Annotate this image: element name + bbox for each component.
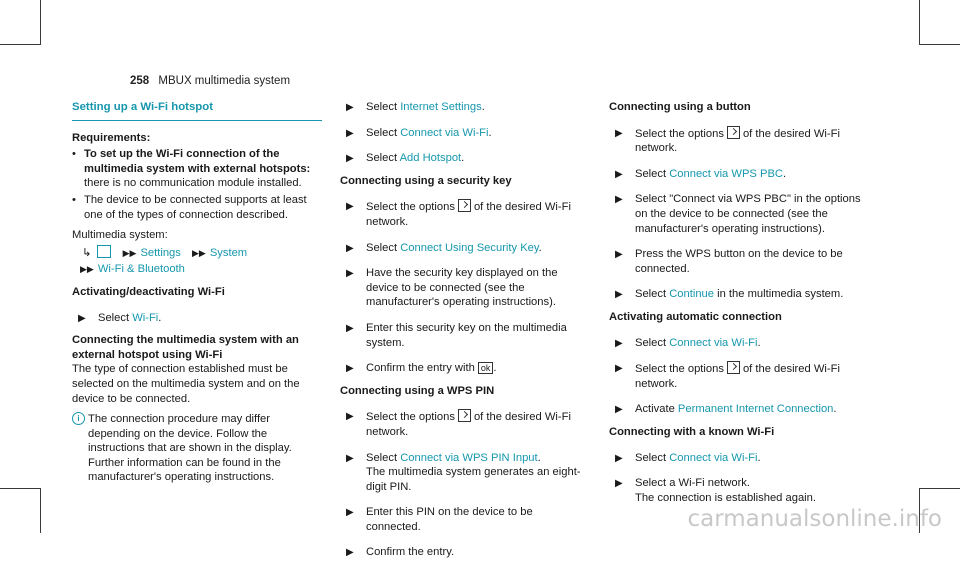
options-icon [727, 126, 740, 139]
step-arrow-icon: ▶ [615, 337, 623, 349]
step-arrow-icon: ▶ [346, 363, 354, 375]
info-icon: i [72, 412, 85, 425]
step-item [340, 266, 588, 310]
step-item [609, 287, 871, 302]
requirement-item: • To set up the Wi-Fi connection of the multimedia system with external hotspots: there is no communication module installed. [72, 148, 311, 190]
step-item [609, 361, 871, 391]
heading-connect-hotspot: Connecting the multimedia system with an external hotspot using Wi-Fi [72, 334, 299, 361]
heading-security-key: Connecting using a security key [340, 174, 512, 187]
step-text: Select the options [635, 127, 724, 140]
step-item [340, 451, 588, 495]
step-text: Confirm the entry. [366, 546, 455, 559]
step-text: . [757, 336, 761, 349]
step-text: Select [635, 451, 670, 464]
section-title: Setting up a Wi-Fi hotspot [72, 100, 322, 121]
step-item [72, 311, 322, 326]
step-item [609, 192, 871, 236]
path-settings: Settings [140, 246, 181, 259]
page-number: 258 [130, 75, 150, 87]
step-item [340, 545, 588, 560]
step-text: Enter this security key on the multimedia system. [366, 321, 567, 349]
step-text: . [461, 152, 465, 165]
step-text: . [493, 362, 497, 375]
step-arrow-icon: ▶ [346, 411, 354, 423]
step-arrow-icon: ▶ [346, 102, 354, 113]
requirement-item: • The device to be connected supports at least one of the types of connection described. [72, 193, 307, 221]
step-arrow-icon: ▶ [615, 478, 623, 490]
note-text: The connection procedure may differ depending on the device. Follow the instructions that are shown in the display. Further information can be found in the manufacturer's operating instructions. [88, 413, 292, 484]
requirement-text: there is no communication module installed. [84, 177, 302, 190]
step-text: Select [366, 101, 401, 113]
crop-mark [919, 44, 960, 45]
step-text: Press the WPS button on the device to be connected. [635, 248, 843, 275]
page-title: MBUX multimedia system [158, 75, 291, 87]
step-text: of the desired Wi-Fi network. [635, 363, 840, 390]
step-item [340, 505, 588, 534]
step-arrow-icon: ▶ [346, 242, 354, 254]
step-highlight: Connect via WPS PBC [669, 167, 783, 180]
crop-mark [919, 488, 960, 489]
step-item [340, 126, 588, 141]
menu-path [72, 245, 322, 261]
step-text: Activate [635, 403, 678, 416]
step-text: Select [98, 311, 133, 324]
step-item [609, 451, 871, 466]
chevron-icon: ▶▶ [80, 264, 94, 275]
step-highlight: Connect via Wi-Fi [400, 126, 489, 139]
step-text: . [757, 451, 761, 464]
step-highlight: Permanent Internet Connection [677, 403, 834, 416]
step-text: Select "Connect via WPS PBC" in the options on the device to be connected (see the manufacturer's operating instructions). [635, 193, 861, 235]
step-text: . [833, 403, 837, 416]
step-arrow-icon: ▶ [346, 452, 354, 464]
crop-mark [919, 0, 920, 45]
step-text: Select the options [366, 411, 455, 424]
connect-text: The type of connection established must be selected on the multimedia system and on the device to be connected. [72, 363, 300, 405]
crop-mark [40, 0, 41, 45]
step-text: . [538, 241, 542, 254]
arrow-icon: ↳ [82, 246, 92, 259]
step-item [609, 167, 871, 182]
column-2 [340, 92, 588, 560]
heading-known-wifi: Connecting with a known Wi-Fi [609, 425, 775, 438]
step-text: Select [635, 167, 670, 180]
step-text: Select [366, 152, 400, 165]
step-arrow-icon: ▶ [346, 507, 354, 519]
home-icon [97, 245, 111, 258]
step-highlight: Connect via Wi-Fi [669, 451, 758, 464]
heading-button: Connecting using a button [609, 101, 751, 113]
step-text: Select a Wi-Fi network. [635, 477, 751, 490]
column-1 [72, 100, 322, 485]
step-arrow-icon: ▶ [346, 153, 354, 165]
step-item [340, 199, 588, 229]
path-wifi: Wi-Fi & Bluetooth [97, 263, 185, 276]
step-text: Select [366, 241, 401, 254]
step-highlight: Add Hotspot [399, 152, 462, 165]
step-text: . [481, 101, 485, 113]
step-text: . [783, 167, 787, 180]
crop-mark [40, 488, 41, 533]
chevron-icon: ▶▶ [122, 247, 137, 258]
step-text: Select [366, 451, 401, 464]
step-text: Enter this PIN on the device to be connected. [366, 506, 533, 533]
requirement-bold: To set up the Wi-Fi connection of the multimedia system with external hotspots: [84, 148, 311, 175]
step-text: Select [635, 336, 670, 349]
step-text: of the desired Wi-Fi network. [635, 127, 840, 155]
path-system: System [209, 246, 248, 259]
step-text: . [158, 311, 162, 324]
step-text: Select [635, 288, 670, 301]
step-item [340, 321, 588, 350]
note [72, 412, 322, 485]
requirements-title: Requirements: [72, 131, 151, 144]
step-highlight: Wi-Fi [132, 311, 159, 324]
options-icon [458, 409, 471, 422]
step-item [340, 100, 588, 115]
step-arrow-icon: ▶ [615, 249, 623, 261]
step-arrow-icon: ▶ [615, 452, 623, 464]
heading-auto-connect: Activating automatic connection [609, 310, 782, 323]
step-arrow-icon: ▶ [78, 312, 86, 324]
step-arrow-icon: ▶ [346, 268, 354, 280]
step-arrow-icon: ▶ [346, 201, 354, 213]
step-highlight: Connect via WPS PIN Input [400, 451, 538, 464]
step-text: Confirm the entry with [366, 362, 475, 375]
step-highlight: Connect Using Security Key [400, 241, 539, 254]
step-item [340, 361, 588, 376]
step-arrow-icon: ▶ [615, 404, 623, 416]
ok-icon: ok [478, 362, 494, 374]
step-arrow-icon: ▶ [346, 547, 354, 559]
step-arrow-icon: ▶ [615, 363, 623, 375]
heading-activate-wifi: Activating/deactivating Wi-Fi [72, 285, 225, 298]
path-intro: Multimedia system: [72, 229, 168, 242]
step-item [609, 126, 871, 156]
page-header [130, 74, 290, 89]
column-3 [609, 92, 871, 505]
requirement-text: The device to be connected supports at least one of the types of connection described. [84, 193, 307, 221]
step-text: Select [366, 126, 401, 139]
step-result: The connection is established again. [635, 491, 816, 504]
step-item [340, 409, 588, 439]
heading-wps-pin: Connecting using a WPS PIN [340, 384, 495, 397]
options-icon [727, 361, 740, 374]
menu-path-2 [72, 262, 322, 277]
step-arrow-icon: ▶ [346, 127, 354, 139]
step-arrow-icon: ▶ [615, 168, 623, 180]
step-item [609, 476, 871, 505]
step-item [609, 402, 871, 417]
step-highlight: Connect via Wi-Fi [669, 336, 758, 349]
step-text: Select the options [366, 201, 455, 214]
step-text: . [488, 126, 492, 139]
crop-mark [0, 488, 40, 489]
step-arrow-icon: ▶ [615, 127, 623, 139]
step-item [340, 241, 588, 256]
step-text: Select the options [635, 363, 724, 376]
step-item [609, 336, 871, 351]
step-text: . [537, 451, 541, 464]
options-icon [458, 199, 471, 212]
step-text: of the desired Wi-Fi network. [366, 411, 571, 438]
crop-mark [0, 44, 40, 45]
step-text: in the multimedia system. [714, 288, 844, 301]
step-item [609, 247, 871, 276]
step-arrow-icon: ▶ [615, 289, 623, 301]
step-text: Have the security key displayed on the device to be connected (see the manufacturer's operating instructions). [366, 267, 558, 309]
watermark: carmanualsonline.info [687, 506, 942, 533]
step-highlight: Continue [669, 288, 714, 301]
step-result: The multimedia system generates an eight-digit PIN. [366, 466, 581, 493]
chevron-icon: ▶▶ [191, 247, 206, 258]
step-text: of the desired Wi-Fi network. [366, 201, 571, 228]
step-arrow-icon: ▶ [615, 194, 623, 206]
step-arrow-icon: ▶ [346, 322, 354, 334]
step-highlight: Internet Settings [400, 101, 482, 113]
step-item [340, 151, 588, 166]
